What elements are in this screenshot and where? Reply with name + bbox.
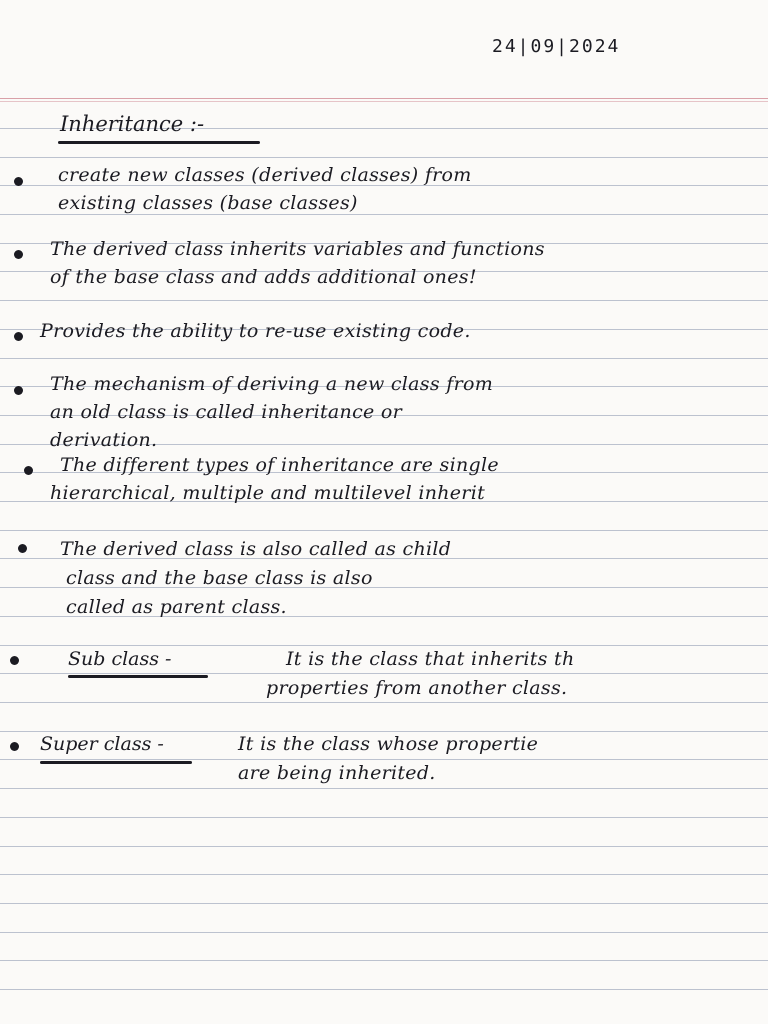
date: 24|09|2024 [492,36,621,57]
title-underline [58,141,260,144]
term-sub-class: Sub class - [68,648,172,670]
bullet-dot [24,466,33,475]
bullet-dot [14,177,23,186]
bullet-3-line-1: Provides the ability to re-use existing code. [40,320,471,342]
bullet-4-line-3: derivation. [50,429,158,451]
sub-class-line-1: It is the class that inherits th [286,648,575,670]
bullet-4-line-2: an old class is called inheritance or [50,401,403,423]
bullet-dot [10,742,19,751]
term-underline [40,761,192,764]
super-class-line-1: It is the class whose propertie [238,733,539,755]
sub-class-line-2: properties from another class. [266,677,568,699]
margin-line-2 [0,101,768,102]
ruled-line [0,702,768,703]
bullet-dot [10,656,19,665]
super-class-line-2: are being inherited. [238,762,436,784]
ruled-line [0,300,768,301]
ruled-line [0,645,768,646]
bullet-4-line-1: The mechanism of deriving a new class from [50,373,494,395]
bullet-dot [14,332,23,341]
page-title: Inheritance :- [60,112,205,136]
ruled-line [0,903,768,904]
ruled-line [0,673,768,674]
bullet-2-line-2: of the base class and adds additional ones! [50,266,477,288]
ruled-line [0,530,768,531]
bullet-1-line-1: create new classes (derived classes) from [58,164,472,186]
ruled-line [0,731,768,732]
bullet-5-line-2: hierarchical, multiple and multilevel inherit [50,482,486,504]
ruled-line [0,960,768,961]
ruled-line [0,989,768,990]
ruled-line [0,214,768,215]
bullet-5-line-1: The different types of inheritance are single [60,454,499,476]
bullet-6-line-2: class and the base class is also [66,567,373,589]
ruled-line [0,788,768,789]
term-super-class: Super class - [40,733,164,755]
ruled-line [0,358,768,359]
margin-line [0,98,768,99]
bullet-dot [14,250,23,259]
bullet-6-line-1: The derived class is also called as child [60,538,452,560]
ruled-line [0,817,768,818]
ruled-line [0,157,768,158]
ruled-line [0,846,768,847]
term-underline [68,675,208,678]
bullet-1-line-2: existing classes (base classes) [58,192,358,214]
bullet-dot [14,386,23,395]
bullet-6-line-3: called as parent class. [66,596,287,618]
ruled-line [0,759,768,760]
ruled-line [0,874,768,875]
bullet-dot [18,544,27,553]
bullet-2-line-1: The derived class inherits variables and functions [50,238,545,260]
ruled-line [0,932,768,933]
